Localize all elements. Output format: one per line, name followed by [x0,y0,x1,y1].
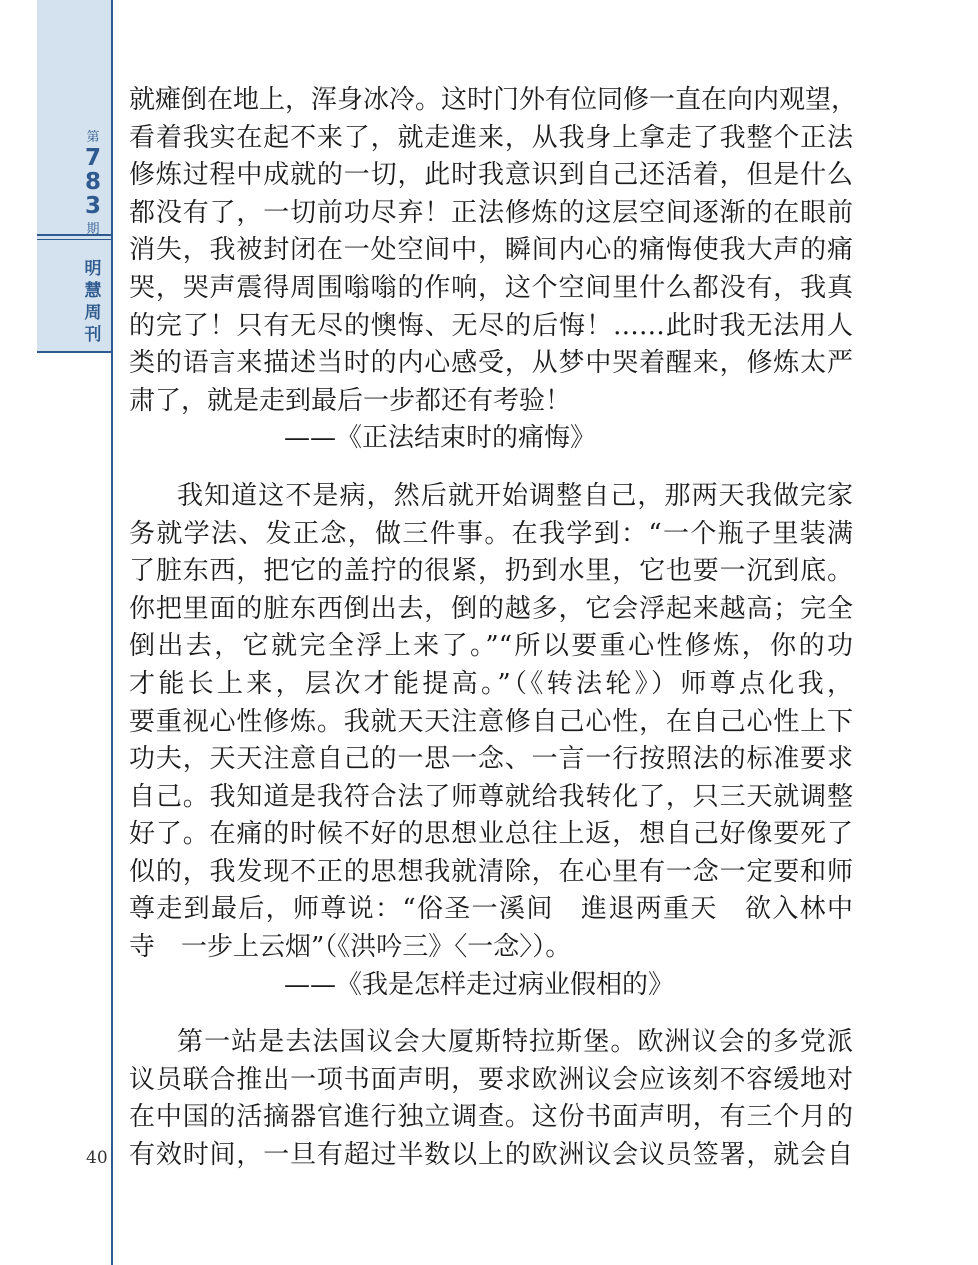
text-line: 就瘫倒在地上，浑身冰冷。这时门外有位同修一直在向内观望， [129,85,858,115]
text-line: 尊走到最后，师尊说：“俗圣一溪间 進退两重天 欲入林中 [129,894,853,925]
brand-char: 刊 [84,325,102,345]
brand-char: 明 [84,259,102,279]
text-line: 我知道这不是病，然后就开始调整自己，那两天我做完家 [177,480,853,511]
text-line: 在中国的活摘器官進行独立调查。这份书面声明，有三个月的 [129,1102,853,1133]
page-number: 40 [86,1148,108,1168]
text-line: 功夫，天天注意自己的一思一念、一言一行按照法的标准要求 [129,744,853,775]
text-line: 似的，我发现不正的思想我就清除，在心里有一念一定要和师 [129,856,853,887]
paragraph [129,1024,853,1174]
citation: ——《正法结束时的痛悔》 [284,423,597,454]
text-line: 有效时间，一旦有超过半数以上的欧洲议会议员签署，就会自 [129,1140,853,1171]
text-line: 好了。在痛的时候不好的思想业总往上返，想自己好像要死了 [129,819,853,850]
issue-prefix: 第 [86,130,100,145]
paragraph-gap [129,458,853,478]
tab-bottom-rule [37,351,111,353]
issue-digit: 7 [84,145,101,171]
brand-char: 周 [84,303,102,323]
paragraph [129,82,858,478]
text-line: 修炼过程中成就的一切，此时我意识到自己还活着，但是什么 [129,160,853,191]
text-line: 消失，我被封闭在一处空间中，瞬间内心的痛悔使我大声的痛 [129,235,853,266]
paragraph [129,478,853,1024]
text-line: 类的语言来描述当时的内心感受，从梦中哭着醒来，修炼太严 [129,348,853,379]
paragraph-gap [129,1004,853,1024]
citation: ——《我是怎样走过病业假相的》 [284,969,675,1000]
text-line: 倒出去，它就完全浮上来了。”“所以要重心性修炼，你的功 [129,631,853,662]
tab-divider-thin [37,239,111,240]
text-line: 自己。我知道是我符合法了师尊就给我转化了，只三天就调整 [129,781,853,812]
text-line: 你把里面的脏东西倒出去，倒的越多，它会浮起来越高；完全 [129,593,853,624]
text-line: 肃了，就是走到最后一步都还有考验！ [129,385,572,416]
text-line: 都没有了，一切前功尽弃！正法修炼的这层空间逐渐的在眼前 [129,197,853,228]
publication-name [74,258,112,346]
article-body [129,82,858,1175]
issue-digit: 3 [84,193,101,219]
text-line: 看着我实在起不来了，就走進来，从我身上拿走了我整个正法 [129,122,853,153]
text-line: 务就学法、发正念，做三件事。在我学到：“一个瓶子里装满 [129,518,853,549]
text-line: 要重视心性修炼。我就天天注意修自己心性，在自己心性上下 [129,706,853,737]
text-line: 了脏东西，把它的盖拧的很紧，扔到水里，它也要一沉到底。 [129,556,853,587]
issue-suffix: 期 [86,222,100,237]
text-line: 第一站是去法国议会大厦斯特拉斯堡。欧洲议会的多党派 [177,1027,853,1058]
brand-char: 慧 [84,281,102,301]
text-line: 才能长上来，层次才能提高。”（《转法轮》）师尊点化我， [129,668,853,699]
text-line: 议员联合推出一项书面声明，要求欧洲议会应该刻不容缓地对 [129,1064,853,1095]
text-line: 寺 一步上云烟”（《洪吟三》〈一念〉）。 [129,932,572,963]
text-line: 的完了！只有无尽的懊悔、无尽的后悔！……此时我无法用人 [129,310,853,341]
issue-digit: 8 [84,169,101,195]
text-line: 哭，哭声震得周围嗡嗡的作响，这个空间里什么都没有，我真 [129,272,853,303]
